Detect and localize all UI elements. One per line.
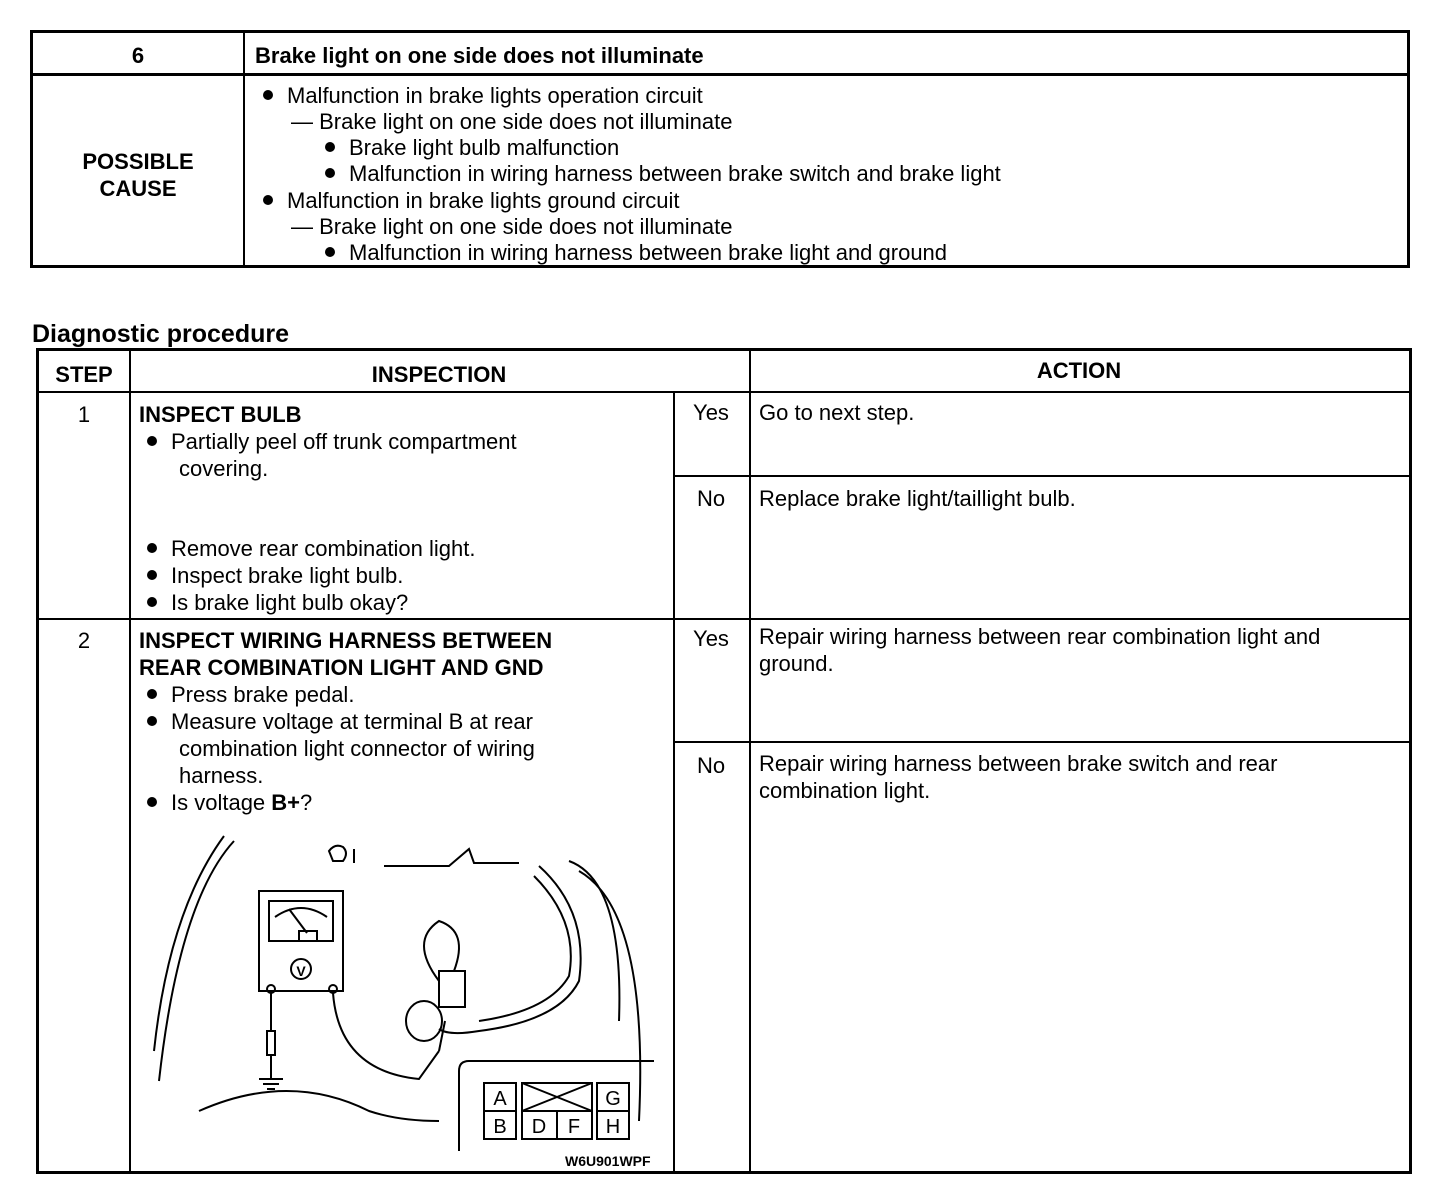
bullet-icon bbox=[147, 436, 157, 446]
trouble-number: 6 bbox=[131, 43, 145, 68]
cause-line: Malfunction in wiring harness between brake switch and brake light bbox=[325, 161, 1001, 187]
bulb-socket bbox=[406, 1001, 442, 1041]
header-action: ACTION bbox=[1036, 358, 1122, 383]
step-title: INSPECT WIRING HARNESS BETWEEN REAR COMBINATION LIGHT AND GND bbox=[139, 628, 553, 680]
terminal-label: F bbox=[567, 1116, 581, 1138]
inspection-bullet: Press brake pedal. bbox=[147, 681, 354, 708]
body-panel-line bbox=[384, 849, 519, 866]
table-divider bbox=[673, 475, 1409, 477]
possible-cause-label: POSSIBLE CAUSE bbox=[82, 149, 194, 201]
yes-action: Go to next step. bbox=[759, 400, 915, 425]
terminal-label: D bbox=[531, 1116, 547, 1138]
voltmeter-symbol: V bbox=[296, 963, 306, 979]
table-divider bbox=[33, 73, 1407, 76]
yes-label: Yes bbox=[693, 626, 729, 651]
possible-cause-table bbox=[30, 30, 1410, 268]
section-title: Diagnostic procedure bbox=[32, 320, 289, 348]
table-divider bbox=[39, 618, 1409, 620]
voltmeter-needle bbox=[289, 909, 307, 933]
terminal-label: A bbox=[493, 1088, 507, 1110]
voltage-measurement-illustration bbox=[139, 821, 669, 1171]
voltmeter-scale bbox=[275, 908, 327, 917]
inspection-bullet-cont: combination light connector of wiring bbox=[179, 736, 535, 761]
harness-line bbox=[479, 876, 571, 1021]
body-panel-line bbox=[569, 861, 619, 1021]
connector bbox=[439, 971, 465, 1007]
inspection-bullet-cont: harness. bbox=[179, 763, 264, 788]
no-label: No bbox=[696, 486, 726, 511]
table-divider bbox=[129, 351, 131, 1171]
positive-lead bbox=[333, 993, 439, 1079]
bullet-icon bbox=[147, 689, 157, 699]
cause-line: — Brake light on one side does not illuminate bbox=[291, 214, 733, 239]
trouble-title: Brake light on one side does not illuminate bbox=[255, 43, 704, 68]
yes-action: Repair wiring harness between rear combination light and ground. bbox=[759, 624, 1321, 676]
voltmeter-pivot bbox=[299, 931, 317, 941]
inspection-bullet: Measure voltage at terminal B at rear bbox=[147, 708, 533, 735]
step-title: INSPECT BULB bbox=[139, 402, 302, 427]
yes-label: Yes bbox=[693, 400, 729, 425]
header-step: STEP bbox=[55, 362, 113, 387]
step-number: 1 bbox=[77, 402, 91, 427]
bullet-icon bbox=[147, 797, 157, 807]
cause-line: Malfunction in wiring harness between brake light and ground bbox=[325, 240, 947, 266]
figure-code: W6U901WPF bbox=[565, 1153, 651, 1169]
bullet-icon bbox=[325, 247, 335, 257]
inspection-bullet: Partially peel off trunk compartment bbox=[147, 428, 517, 455]
no-action: Repair wiring harness between brake switch and rear combination light. bbox=[759, 751, 1278, 803]
terminal-label: B bbox=[493, 1116, 507, 1138]
bullet-icon bbox=[147, 543, 157, 553]
bullet-icon bbox=[263, 195, 273, 205]
cause-line: Malfunction in brake lights operation circuit bbox=[263, 83, 703, 109]
table-divider bbox=[243, 33, 245, 265]
table-divider bbox=[39, 391, 1409, 393]
bullet-icon bbox=[147, 597, 157, 607]
inspection-bullet: Remove rear combination light. bbox=[147, 535, 475, 562]
terminal-label: H bbox=[605, 1116, 621, 1138]
bullet-icon bbox=[147, 716, 157, 726]
cause-line: Malfunction in brake lights ground circuit bbox=[263, 188, 680, 214]
table-divider bbox=[673, 618, 675, 1171]
no-action: Replace brake light/taillight bulb. bbox=[759, 486, 1076, 511]
inspection-bullet-cont: covering. bbox=[179, 456, 269, 481]
diagnostic-procedure-table bbox=[36, 348, 1412, 1174]
cause-line: Brake light bulb malfunction bbox=[325, 135, 619, 161]
bullet-icon bbox=[325, 168, 335, 178]
bullet-icon bbox=[263, 90, 273, 100]
inspection-bullet: Inspect brake light bulb. bbox=[147, 562, 403, 589]
table-divider bbox=[673, 741, 1409, 743]
header-inspection: INSPECTION bbox=[371, 362, 507, 387]
harness-line bbox=[439, 866, 581, 1033]
inspection-bullet: Is voltage B+? bbox=[147, 789, 312, 816]
body-panel-line bbox=[199, 1091, 439, 1121]
bullet-icon bbox=[147, 570, 157, 580]
step-number: 2 bbox=[77, 628, 91, 653]
inspection-bullet: Is brake light bulb okay? bbox=[147, 589, 408, 616]
terminal-label: G bbox=[605, 1088, 621, 1110]
ground-probe bbox=[267, 1031, 275, 1055]
body-panel-line bbox=[329, 846, 346, 861]
table-divider bbox=[749, 391, 751, 1171]
no-label: No bbox=[696, 753, 726, 778]
cause-line: — Brake light on one side does not illuminate bbox=[291, 109, 733, 134]
bullet-icon bbox=[325, 142, 335, 152]
